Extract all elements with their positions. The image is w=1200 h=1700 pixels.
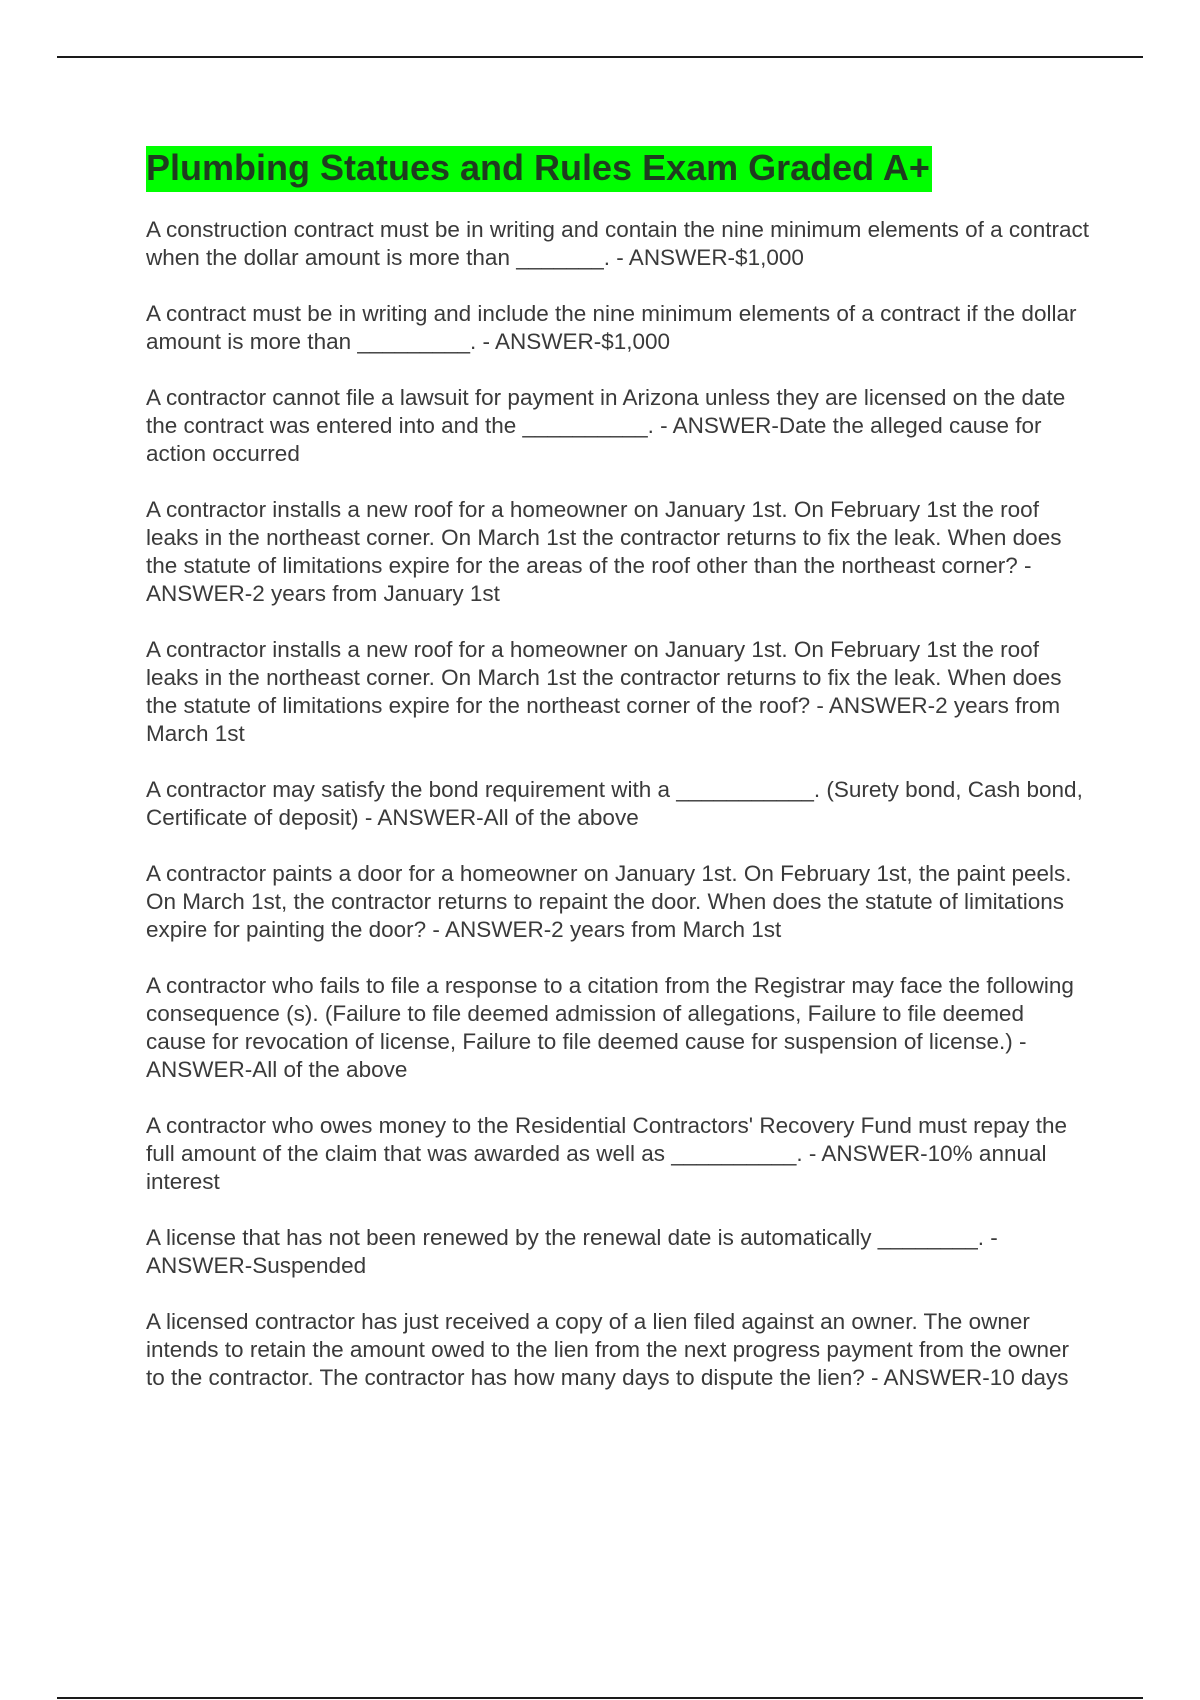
- qa-item: A contractor who owes money to the Residential Contractors' Recovery Fund must repay the full amount of the claim that was awarded as well as __________. - ANSWER-10% annual interest: [146, 1113, 1067, 1194]
- qa-item: A licensed contractor has just received a copy of a lien filed against an owner. The owner intends to retain the amount owed to the lien from the next progress payment from the owner to the contractor. The contractor has how many days to dispute the lien? - ANSWER-10 days: [146, 1309, 1070, 1390]
- bottom-rule: [57, 1697, 1143, 1699]
- qa-item: A contract must be in writing and include the nine minimum elements of a contract if the dollar amount is more than _________. - ANSWER-$1,000: [146, 301, 1077, 354]
- title-highlight: [146, 146, 932, 192]
- qa-item: A license that has not been renewed by the renewal date is automatically ________. - ANSWER-Suspended: [146, 1225, 998, 1278]
- qa-item: A contractor cannot file a lawsuit for payment in Arizona unless they are licensed on the date the contract was entered into and the __________. - ANSWER-Date the alleged cause for action occurred: [146, 385, 1066, 466]
- document-body: [146, 146, 1090, 1420]
- qa-item: A contractor installs a new roof for a homeowner on January 1st. On February 1st the roof leaks in the northeast corner. On March 1st the contractor returns to fix the leak. When does the statute of limitations expire for the areas of the roof other than the northeast corner? - ANSWER-2 years from January 1st: [146, 497, 1062, 606]
- top-rule: [57, 56, 1143, 58]
- qa-item: A construction contract must be in writing and contain the nine minimum elements of a contract when the dollar amount is more than _______. - ANSWER-$1,000: [146, 217, 1089, 270]
- document-title: Plumbing Statues and Rules Exam Graded A+: [146, 147, 930, 188]
- qa-item: A contractor may satisfy the bond requirement with a ___________. (Surety bond, Cash bond, Certificate of deposit) - ANSWER-All of the above: [146, 777, 1083, 830]
- qa-item: A contractor who fails to file a response to a citation from the Registrar may face the following consequence (s). (Failure to file deemed admission of allegations, Failure to file deemed cause for revocation of license, Failure to file deemed cause for suspension of license.) - ANSWER-All of the above: [146, 973, 1074, 1082]
- qa-item: A contractor paints a door for a homeowner on January 1st. On February 1st, the paint peels. On March 1st, the contractor returns to repaint the door. When does the statute of limitations expire for painting the door? - ANSWER-2 years from March 1st: [146, 861, 1072, 942]
- qa-item: A contractor installs a new roof for a homeowner on January 1st. On February 1st the roof leaks in the northeast corner. On March 1st the contractor returns to fix the leak. When does the statute of limitations expire for the northeast corner of the roof? - ANSWER-2 years from March 1st: [146, 637, 1062, 746]
